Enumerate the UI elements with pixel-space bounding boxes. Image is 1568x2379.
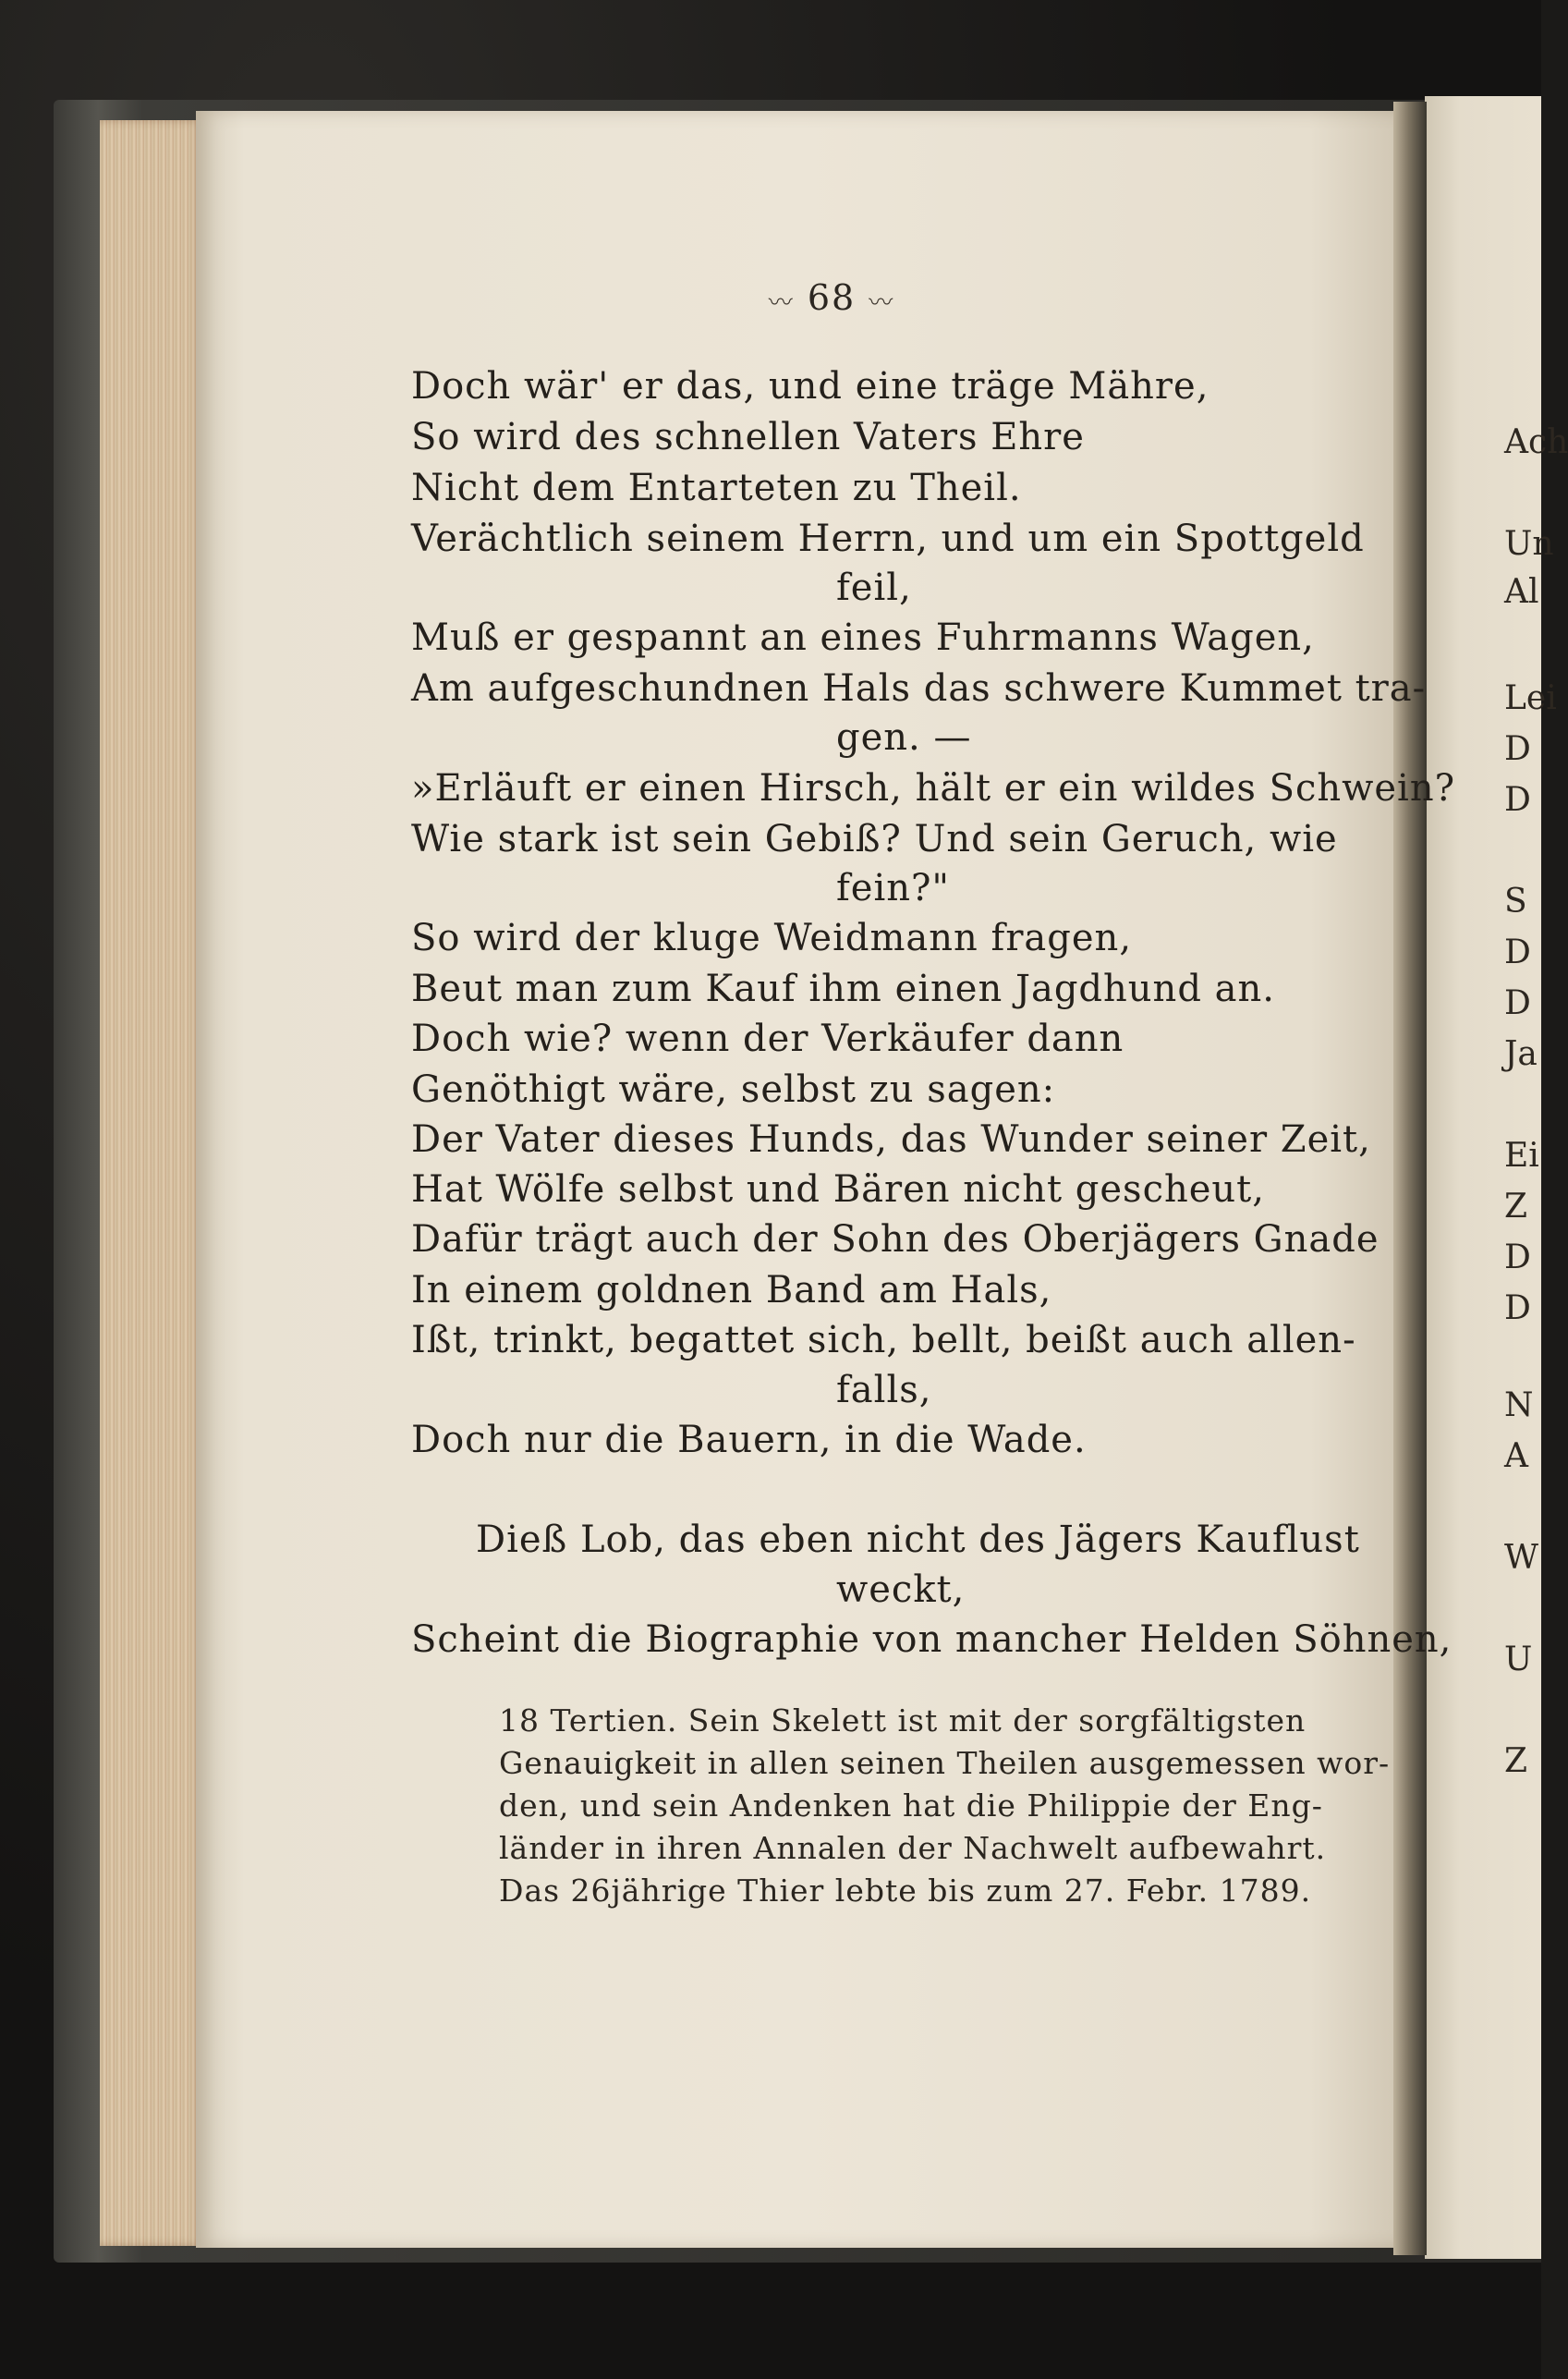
page-number: [702, 277, 961, 318]
facing-page-fragment: Ei: [1504, 1137, 1539, 1175]
poem-line: In einem goldnen Band am Hals,: [411, 1269, 1052, 1312]
facing-page-fragment: W: [1504, 1539, 1539, 1577]
footnote-line: den, und sein Andenken hat die Philippie der Eng-: [499, 1787, 1323, 1824]
facing-page-fragment: D: [1504, 1238, 1531, 1276]
poem-line: Doch wie? wenn der Verkäufer dann: [411, 1018, 1124, 1060]
poem-line: Am aufgeschundnen Hals das schwere Kummet tra-: [411, 667, 1427, 710]
poem-line: Dafür trägt auch der Sohn des Oberjägers Gnade: [411, 1218, 1380, 1261]
footnote-line: länder in ihren Annalen der Nachwelt aufbewahrt.: [499, 1830, 1327, 1866]
page-edges: [100, 120, 203, 2246]
poem-line: Dieß Lob, das eben nicht des Jägers Kauflust: [476, 1519, 1360, 1561]
poem-line: So wird der kluge Weidmann fragen,: [411, 917, 1133, 959]
facing-page: [1425, 96, 1541, 2259]
facing-page-fragment: U: [1504, 1641, 1533, 1678]
poem-line: Wie stark ist sein Gebiß? Und sein Geruch, wie: [411, 818, 1338, 860]
facing-page-fragment: Ach: [1504, 423, 1568, 461]
poem-line: Der Vater dieses Hunds, das Wunder seiner Zeit,: [411, 1118, 1371, 1161]
poem-line-continuation: weckt,: [836, 1568, 966, 1611]
facing-page-fragment: Un: [1504, 525, 1554, 563]
book-gutter: [1393, 102, 1427, 2255]
poem-line-continuation: gen. —: [836, 716, 972, 759]
page-number-value: 68: [807, 277, 857, 318]
facing-page-fragment: Al: [1504, 573, 1539, 611]
poem-line-continuation: feil,: [836, 567, 912, 609]
facing-page-fragment: Ja: [1504, 1035, 1538, 1073]
poem-line: Nicht dem Entarteten zu Theil.: [411, 467, 1022, 509]
facing-page-fragment: S: [1504, 883, 1527, 921]
poem-line: Verächtlich seinem Herrn, und um ein Spottgeld: [411, 518, 1365, 560]
facing-page-fragment: A: [1504, 1437, 1528, 1475]
poem-line: Beut man zum Kauf ihm einen Jagdhund an.: [411, 968, 1275, 1010]
poem-line: »Erläuft er einen Hirsch, hält er ein wildes Schwein?: [411, 767, 1456, 810]
poem-line-continuation: fein?": [836, 867, 950, 909]
poem-line: Ißt, trinkt, begattet sich, bellt, beißt auch allen-: [411, 1319, 1356, 1361]
ornament-right: 〰: [869, 289, 895, 317]
footnote-line: Das 26jährige Thier lebte bis zum 27. Febr. 1789.: [499, 1873, 1312, 1909]
facing-page-fragment: D: [1504, 984, 1531, 1022]
poem-line: Genöthigt wäre, selbst zu sagen:: [411, 1068, 1056, 1111]
poem-line: Doch nur die Bauern, in die Wade.: [411, 1419, 1087, 1461]
poem-line: So wird des schnellen Vaters Ehre: [411, 416, 1085, 458]
facing-page-fragment: D: [1504, 933, 1531, 971]
footnote-line: 18 Tertien. Sein Skelett ist mit der sorgfältigsten: [499, 1702, 1307, 1738]
poem-line: Muß er gespannt an eines Fuhrmanns Wagen,: [411, 616, 1315, 659]
poem-line: Scheint die Biographie von mancher Helden Söhnen,: [411, 1618, 1453, 1661]
footnote-line: Genauigkeit in allen seinen Theilen ausgemessen wor-: [499, 1745, 1391, 1781]
facing-page-fragment: Z: [1504, 1742, 1528, 1780]
facing-page-fragment: Lei: [1504, 679, 1557, 717]
poem-line-continuation: falls,: [836, 1369, 932, 1411]
facing-page-fragment: Z: [1504, 1188, 1528, 1226]
poem-line: Doch wär' er das, und eine träge Mähre,: [411, 365, 1209, 408]
poem-line: Hat Wölfe selbst und Bären nicht gescheut,: [411, 1168, 1265, 1211]
facing-page-fragment: D: [1504, 781, 1531, 819]
facing-page-fragment: D: [1504, 730, 1531, 768]
facing-page-fragment: D: [1504, 1289, 1531, 1327]
ornament-left: 〰: [768, 289, 795, 317]
facing-page-fragment: N: [1504, 1386, 1534, 1424]
